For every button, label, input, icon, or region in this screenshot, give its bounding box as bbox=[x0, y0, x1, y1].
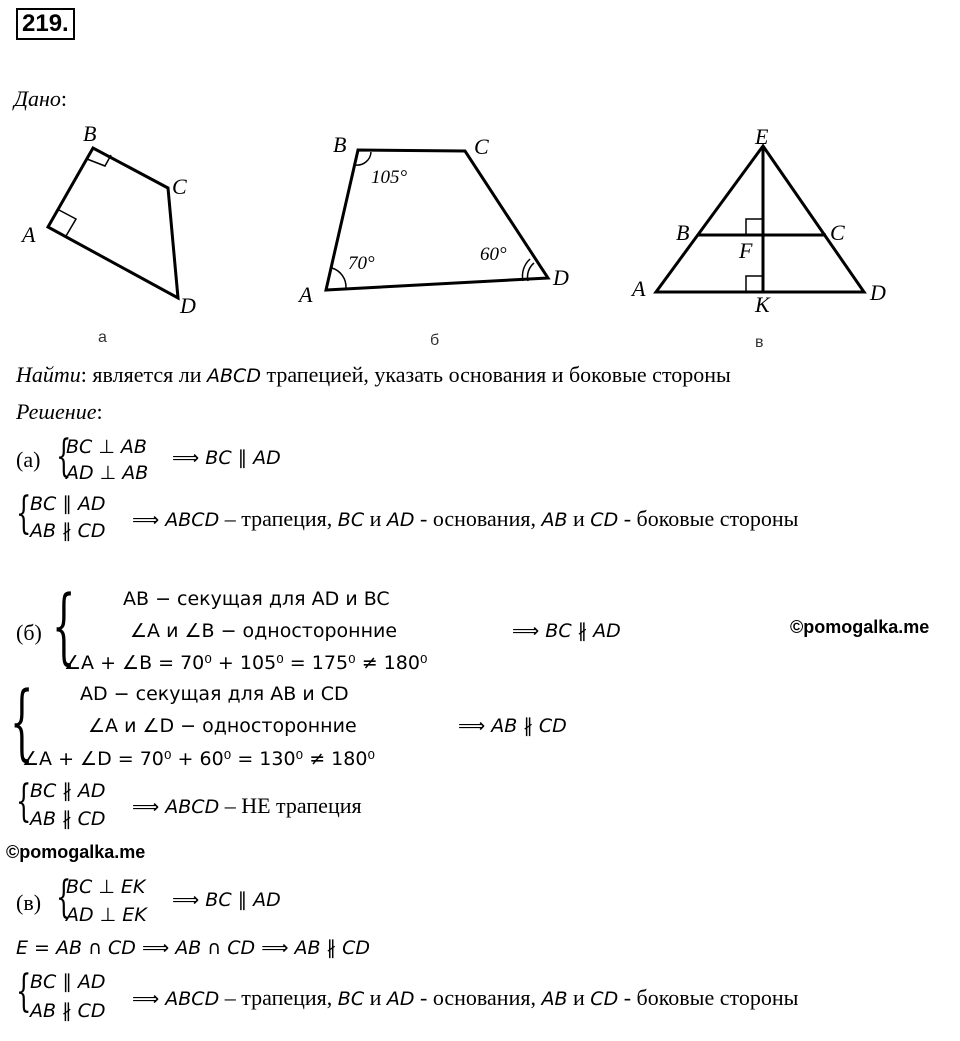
fig-v-label-k: K bbox=[755, 292, 770, 317]
part-a-sys2-line1: BC ∥ AD bbox=[30, 493, 106, 515]
part-b-sys1-line2: ∠A и ∠B − односторонние bbox=[130, 620, 398, 642]
fig-b-label-c: C bbox=[474, 134, 489, 159]
part-b-brace-3: { bbox=[16, 776, 32, 827]
part-b-sys3-line1: BC ∦ AD bbox=[30, 780, 106, 802]
fig-v-label-a: A bbox=[632, 276, 646, 301]
part-a-sys1-line2: AD ⊥ AB bbox=[66, 462, 149, 484]
figure-v bbox=[630, 124, 886, 351]
fig-a-label-b: B bbox=[83, 121, 97, 146]
fig-b-caption: б bbox=[430, 332, 440, 349]
given-heading: Дано: bbox=[14, 86, 68, 111]
watermark-2: ©pomogalka.me bbox=[6, 842, 146, 862]
part-b-result-2: ⟹ AB ∦ CD bbox=[458, 715, 567, 737]
part-b-sys2-line2: ∠A и ∠D − односторонние bbox=[88, 715, 357, 737]
fig-a-label-c: C bbox=[172, 174, 187, 199]
part-b-brace-2: { bbox=[10, 675, 34, 770]
part-v-sys2-line1: BC ∥ AD bbox=[30, 971, 106, 993]
part-v-tag: (в) bbox=[16, 890, 42, 915]
figures-panel bbox=[0, 120, 960, 355]
part-a-brace-2: { bbox=[16, 488, 32, 539]
fig-b-label-d: D bbox=[553, 265, 569, 290]
fig-v-label-c: C bbox=[830, 220, 845, 245]
fig-v-label-d: D bbox=[870, 280, 886, 305]
part-a-sys1-line1: BC ⊥ AB bbox=[66, 436, 147, 458]
part-a-conclusion: ⟹ ABCD – трапеция, BC и AD - основания, AB и CD - боковые стороны bbox=[132, 506, 799, 531]
fig-b-angle-b: 105° bbox=[371, 167, 408, 188]
part-b-sys1-line1: AB − секущая для AD и BC bbox=[123, 588, 390, 610]
fig-b-label-b: B bbox=[333, 132, 347, 157]
part-a-sys2-line2: AB ∦ CD bbox=[30, 520, 106, 542]
part-v-brace-2: { bbox=[16, 966, 32, 1017]
part-b-conclusion: ⟹ ABCD – НЕ трапеция bbox=[132, 793, 362, 818]
problem-number: 219. bbox=[16, 8, 75, 40]
figure-b bbox=[297, 132, 569, 349]
part-b-sys3-line2: AB ∦ CD bbox=[30, 808, 106, 830]
part-a-tag: (а) bbox=[16, 447, 41, 472]
solution-heading: Решение: bbox=[16, 399, 103, 424]
fig-a-label-d: D bbox=[180, 293, 196, 318]
part-b-tag: (б) bbox=[16, 620, 42, 645]
part-v-sys1-line2: AD ⊥ EK bbox=[66, 904, 147, 926]
part-v-line2: E = AB ∩ CD ⟹ AB ∩ CD ⟹ AB ∦ CD bbox=[16, 937, 370, 959]
fig-v-caption: в bbox=[755, 334, 764, 351]
fig-v-label-f: F bbox=[739, 238, 753, 263]
part-v-result-1: ⟹ BC ∥ AD bbox=[172, 889, 281, 911]
part-v-conclusion: ⟹ ABCD – трапеция, BC и AD - основания, AB и CD - боковые стороны bbox=[132, 985, 799, 1010]
fig-a-label-a: A bbox=[22, 222, 36, 247]
fig-b-angle-a: 70° bbox=[348, 253, 375, 274]
part-v-brace-1: { bbox=[56, 872, 72, 923]
part-b-sys1-line3: ∠A + ∠B = 70⁰ + 105⁰ = 175⁰ ≠ 180⁰ bbox=[64, 652, 428, 674]
part-b-result-1: ⟹ BC ∦ AD bbox=[512, 620, 621, 642]
fig-b-angle-d: 60° bbox=[480, 244, 507, 265]
part-v-sys2-line2: AB ∦ CD bbox=[30, 1000, 106, 1022]
watermark-1: ©pomogalka.me bbox=[790, 617, 930, 637]
fig-v-label-e: E bbox=[755, 124, 769, 149]
part-b-sys2-line3: ∠A + ∠D = 70⁰ + 60⁰ = 130⁰ ≠ 180⁰ bbox=[22, 748, 376, 770]
part-b-sys2-line1: AD − секущая для AB и CD bbox=[80, 683, 349, 705]
part-v-sys1-line1: BC ⊥ EK bbox=[66, 876, 146, 898]
part-b-brace-1: { bbox=[52, 579, 76, 674]
part-a-result-1: ⟹ BC ∥ AD bbox=[172, 447, 281, 469]
find-line: Найти: является ли ABCD трапецией, указать основания и боковые стороны bbox=[16, 362, 731, 387]
fig-b-label-a: A bbox=[299, 282, 313, 307]
fig-a-caption: а bbox=[98, 329, 107, 346]
fig-v-label-b: B bbox=[676, 220, 690, 245]
figure-a bbox=[20, 121, 196, 346]
part-a-brace-1: { bbox=[56, 431, 72, 482]
